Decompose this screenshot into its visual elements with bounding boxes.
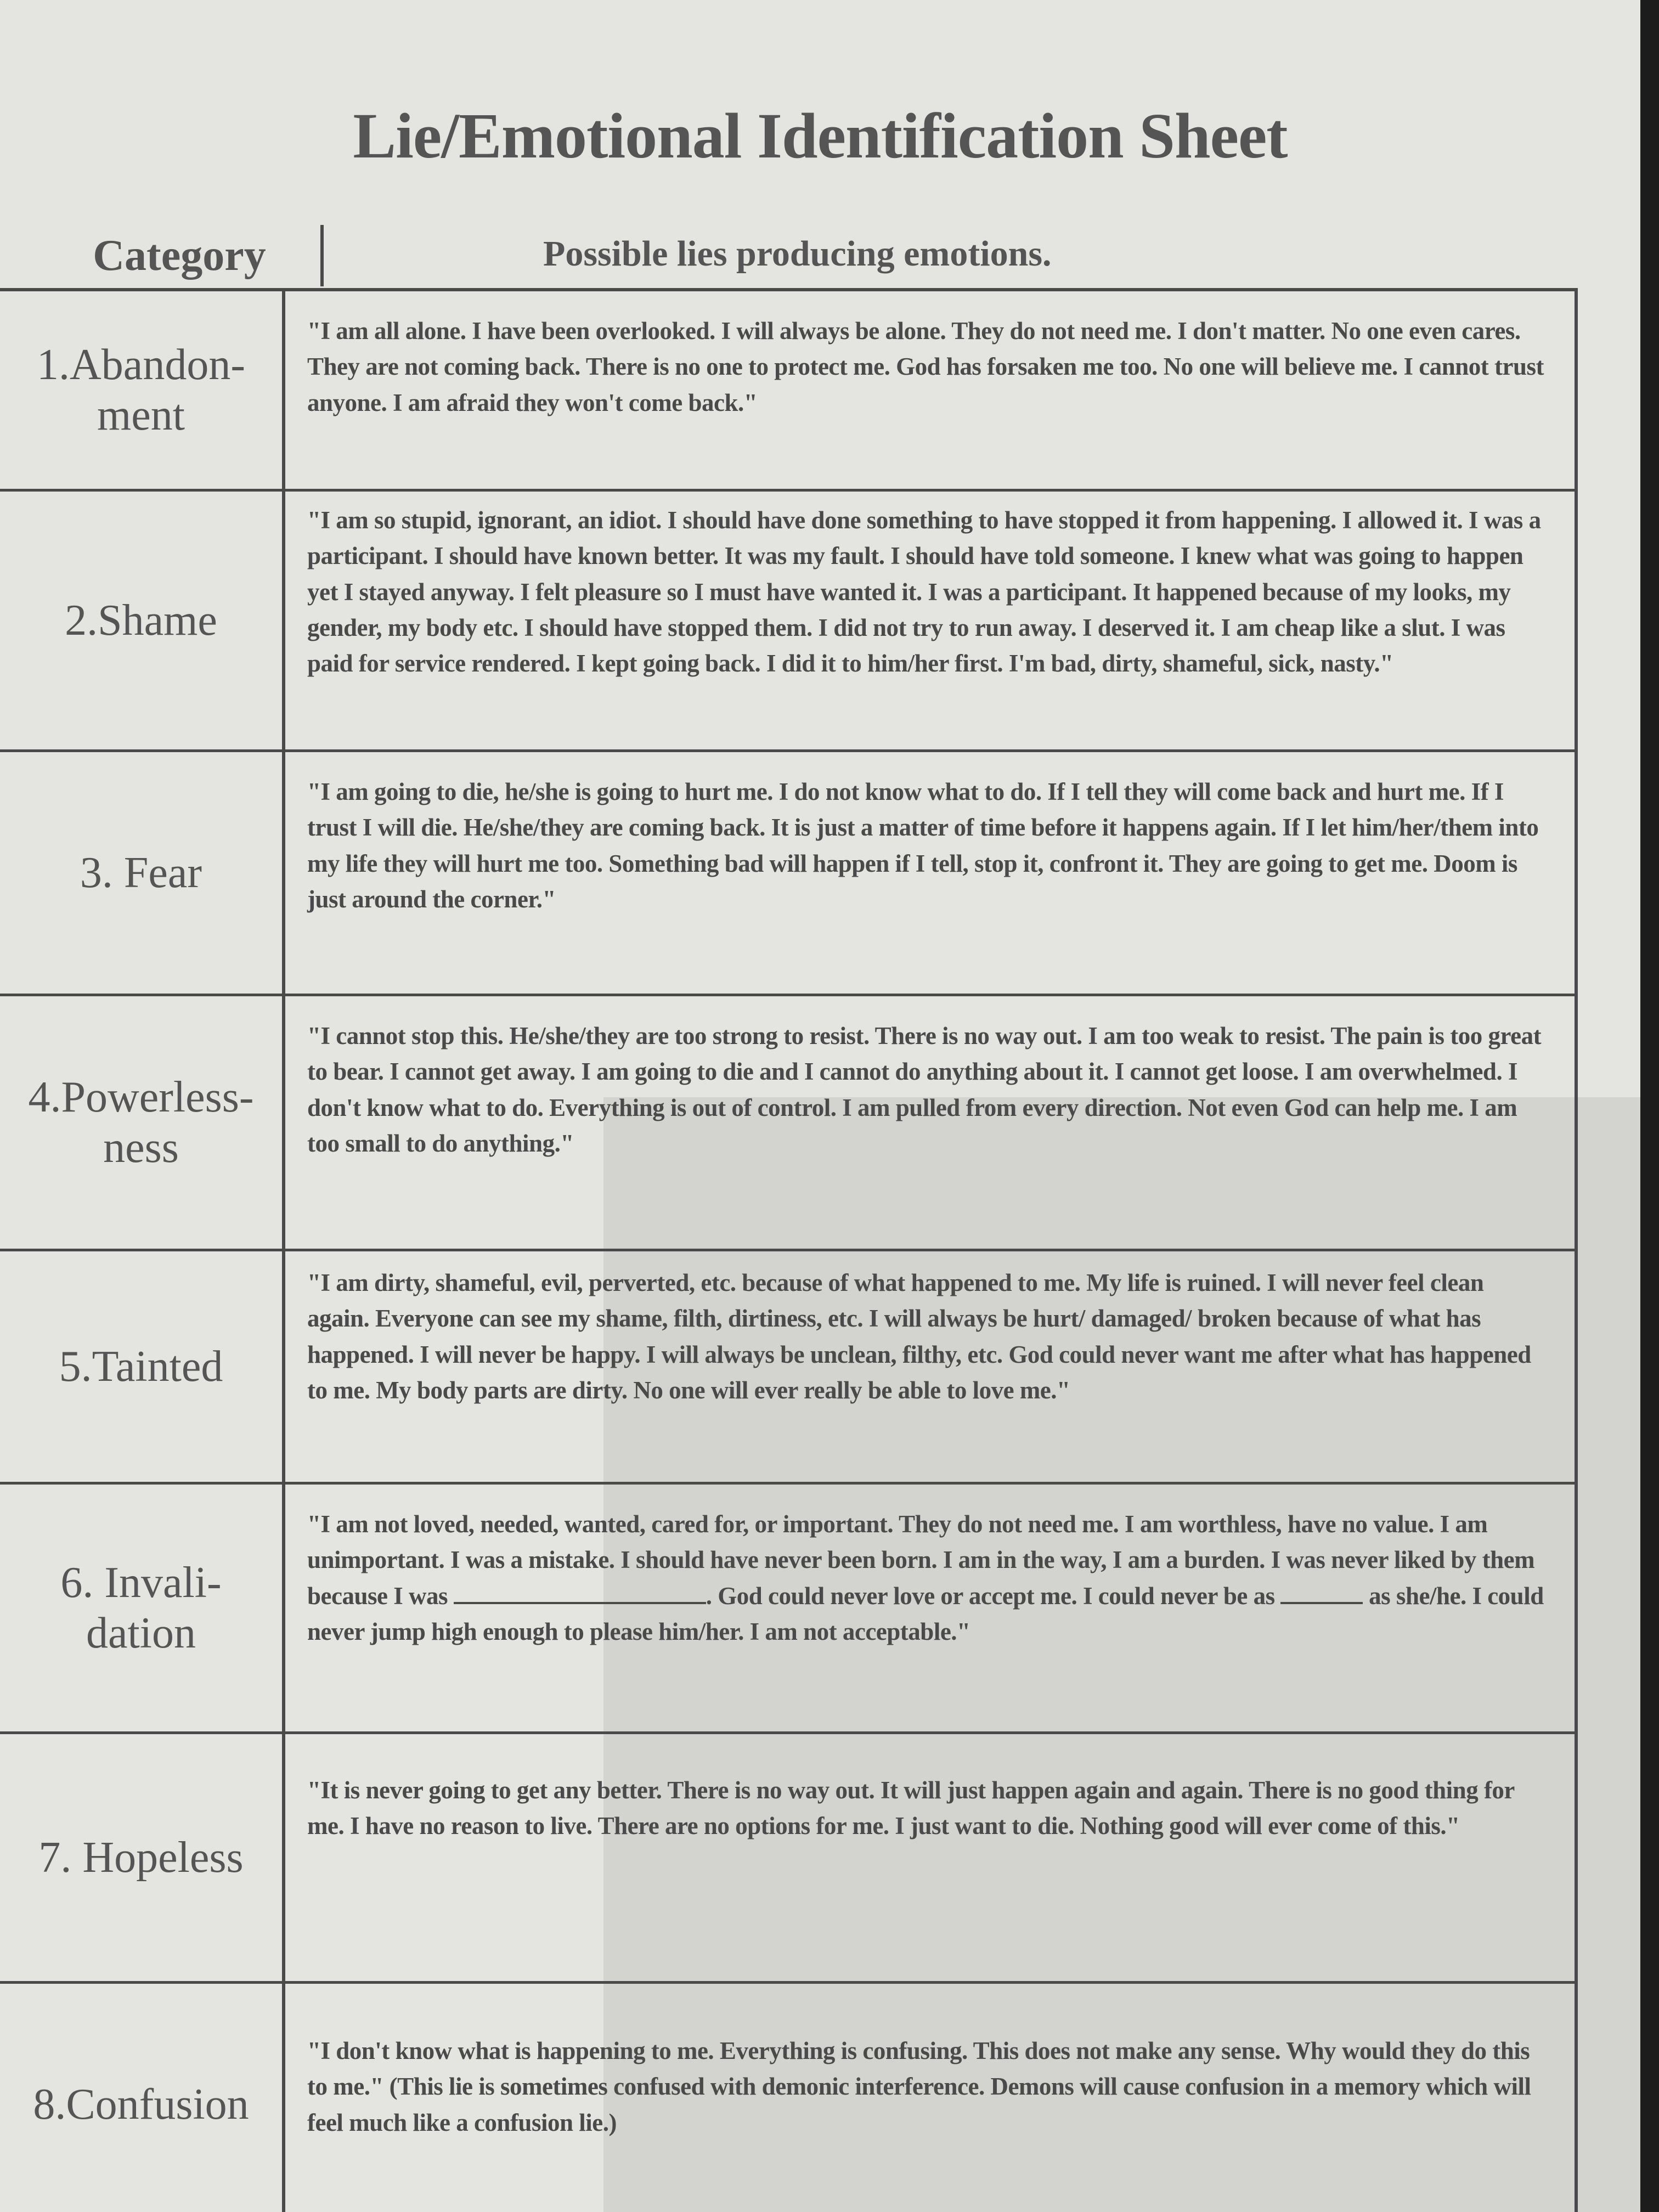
lies-column-header: Possible lies producing emotions.: [543, 234, 1052, 274]
invalidation-text-part-1: "I am not loved, needed, wanted, cared for, or important. They do not need me. I am worthless, have no value. I am unimportant. I was a mistake. I should have never been born. I am in the way, I am a burden. I was never liked by them because I was: [307, 1510, 1535, 1610]
category-cell: 3. Fear: [0, 752, 285, 994]
table-row: [0, 1482, 1575, 1731]
table-row: [0, 994, 1575, 1249]
table-row: [0, 1249, 1575, 1482]
category-cell: 7. Hopeless: [0, 1734, 285, 1981]
lies-cell: "It is never going to get any better. There is no way out. It will just happen again and again. There is no good thing for me. I have no reason to live. There are no options for me. I just want to die. Nothing good will ever come of this.": [307, 1776, 1515, 1840]
lies-cell: "I cannot stop this. He/she/they are too strong to resist. There is no way out. I am too weak to resist. The pain is too great to bear. I cannot get away. I am going to die and I cannot do anything about it. I cannot get loose. I am overwhelmed. I don't know what to do. Everything is out of control. I am pulled from every direction. Not even God can help me. I am too small to do anything.": [307, 1022, 1542, 1157]
table-row: [0, 1981, 1575, 2212]
lies-cell: "I am all alone. I have been overlooked. I will always be alone. They do not need me. I don't matter. No one even cares. They are not coming back. There is no one to protect me. God has forsaken me too. No one will believe me. I cannot trust anyone. I am afraid they won't come back.": [307, 317, 1544, 416]
lies-cell: "I am dirty, shameful, evil, perverted, etc. because of what happened to me. My life is ruined. I will never feel clean again. Everyone can see my shame, filth, dirtiness, etc. I will always be hurt/ damaged/ broken because of what has happened. I will never be happy. I will always be unclean, filthy, etc. God could never want me after what has happened to me. My body parts are dirty. No one will ever really be able to love me.": [307, 1269, 1531, 1404]
category-cell: 4.Powerless- ness: [0, 996, 285, 1249]
table-row: [0, 291, 1575, 489]
table-row: [0, 489, 1575, 749]
page-title: Lie/Emotional Identification Sheet: [353, 100, 1288, 172]
category-column-header: Category: [38, 225, 324, 286]
lies-table: [0, 288, 1578, 2212]
fill-in-blank: [454, 1579, 706, 1604]
lies-cell: [285, 1485, 1575, 1731]
fill-in-blank: [1280, 1579, 1363, 1604]
category-cell: 2.Shame: [0, 492, 285, 749]
category-cell: 1.Abandon- ment: [0, 291, 285, 489]
invalidation-text-part-2: . God could never love or accept me. I could never be as: [706, 1582, 1275, 1610]
lies-cell: "I don't know what is happening to me. Everything is confusing. This does not make any sense. Why would they do this to me." (This lie is sometimes confused with demonic interference. Demons will cause confusion in a memory which will feel much like a confusion lie.): [307, 2037, 1531, 2136]
lies-cell: "I am so stupid, ignorant, an idiot. I should have done something to have stopped it from happening. I allowed it. I was a participant. I should have known better. It was my fault. I should have told someone. I knew what was going to happen yet I stayed anyway. I felt pleasure so I must have wanted it. I was a participant. It happened because of my looks, my gender, my body etc. I should have stopped them. I did not try to run away. I deserved it. I am cheap like a slut. I was paid for service rendered. I kept going back. I did it to him/her first. I'm bad, dirty, shameful, sick, nasty.": [307, 506, 1541, 677]
lies-cell: "I am going to die, he/she is going to hurt me. I do not know what to do. If I tell they will come back and hurt me. If I trust I will die. He/she/they are coming back. It is just a matter of time before it happens again. If I let him/her/them into my life they will hurt me too. Something bad will happen if I tell, stop it, confront it. They are going to get me. Doom is just around the corner.": [307, 778, 1539, 913]
category-cell: 8.Confusion: [0, 1984, 285, 2212]
table-row: [0, 749, 1575, 994]
category-cell: 6. Invali- dation: [0, 1485, 285, 1731]
table-row: [0, 1731, 1575, 1981]
category-cell: 5.Tainted: [0, 1251, 285, 1482]
invalidation-text-part-3: as she/he. I could never jump high enough to please him/her. I am not acceptable.": [307, 1582, 1544, 1645]
